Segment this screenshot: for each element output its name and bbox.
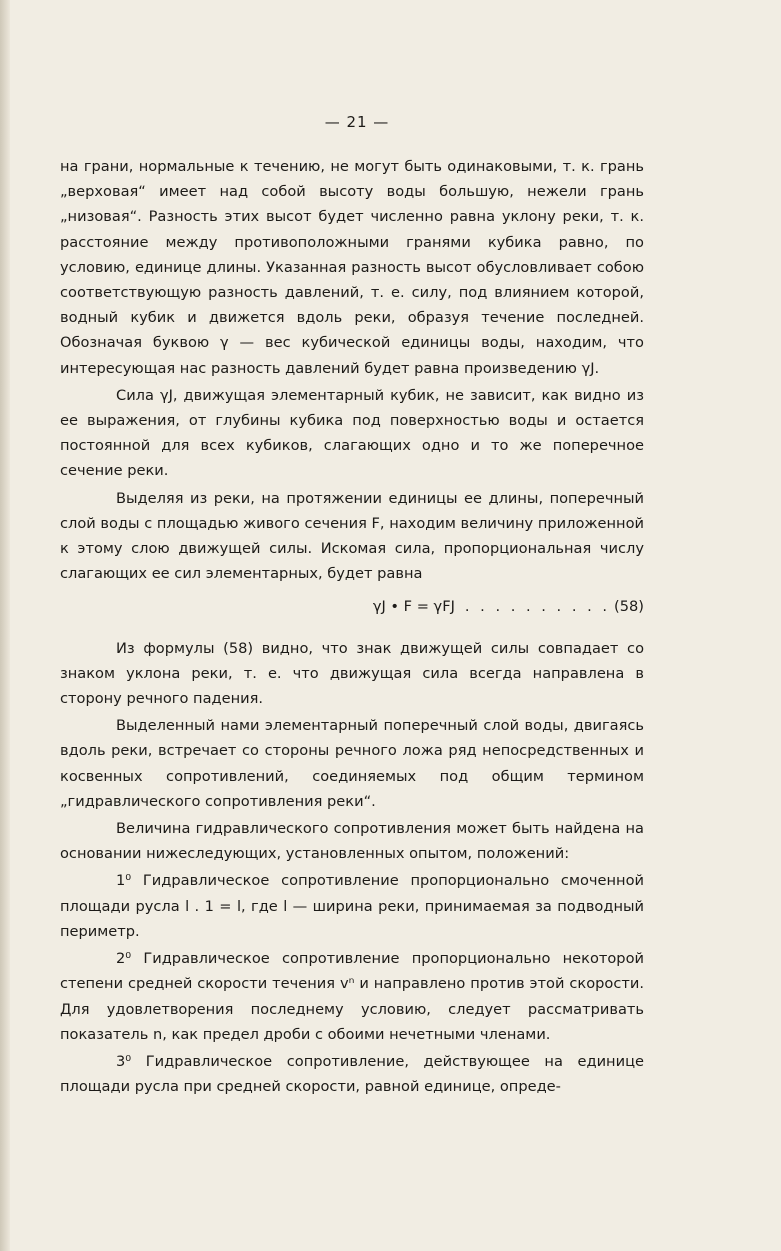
page-number: — 21 —	[324, 113, 390, 131]
paragraph-2: Сила γJ, движущая элементарный кубик, не зависит, как видно из ее выражения, от глубины кубика под поверхностью воды и остается постоянной для всех кубиков, слагающих одно и то же поперечное сечение реки.	[60, 386, 644, 480]
paragraph-6: Величина гидравлического сопротивления может быть найдена на основании нижеследующих, установленных опытом, положений:	[60, 820, 644, 863]
paragraph-7: 1⁰ Гидравлическое сопротивление пропорционально смоченной площади русла l . 1 = l, где l — ширина реки, принимаемая за подводный периметр.	[60, 872, 644, 940]
paragraph-4: Из формулы (58) видно, что знак движущей силы совпадает со знаком уклона реки, т. е. что движущая сила всегда направлена в сторону речного падения.	[60, 639, 644, 708]
formula-expression: γJ • F = γFJ	[372, 598, 455, 616]
formula-number: (58)	[614, 598, 644, 616]
paragraph-9: 3⁰ Гидравлическое сопротивление, действующее на единице площади русла при средней скорости, равной единице, опреде-	[60, 1052, 644, 1096]
page-edge	[0, 0, 10, 1251]
formula-dots: . . . . . . . . . .	[464, 598, 611, 616]
paragraph-8: 2⁰ Гидравлическое сопротивление пропорционально некоторой степени средней скорости течения vⁿ и направлено против этой скорости. Для удовлетворения последнему условию, следует рассматривать показатель n, как предел дроби с обоими нечетными членами.	[60, 950, 644, 1043]
paragraph-5: Выделенный нами элементарный поперечный слой воды, двигаясь вдоль реки, встречает со стороны речного ложа ряд непосредственных и косвенных сопротивлений, соединяемых под общим термином „гидравлического сопротивления реки“.	[60, 717, 644, 810]
formula-58	[60, 594, 644, 619]
paragraph-1: на грани, нормальные к течению, не могут быть одинаковыми, т. к. грань „верховая“ имеет над собой высоту воды большую, нежели грань „низовая“. Разность этих высот будет численно равна уклону реки, т. к. расстояние между противоположными гранями кубика равно, по условию, единице длины. Указанная разность высот обусловливает собою соответствующую разность давлений, т. е. силу, под влиянием которой, водный кубик и движется вдоль реки, образуя течение последней. Обозначая буквою γ — вес кубической единицы воды, находим, что интересующая нас разность давлений будет равна произведению γJ.	[60, 158, 644, 377]
body-text	[60, 154, 644, 1099]
paragraph-3: Выделяя из реки, на протяжении единицы ее длины, поперечный слой воды с площадью живого сечения F, находим величину приложенной к этому слою движущей силы. Искомая сила, пропорциональная числу слагающих ее сил элементарных, будет равна	[60, 489, 644, 583]
